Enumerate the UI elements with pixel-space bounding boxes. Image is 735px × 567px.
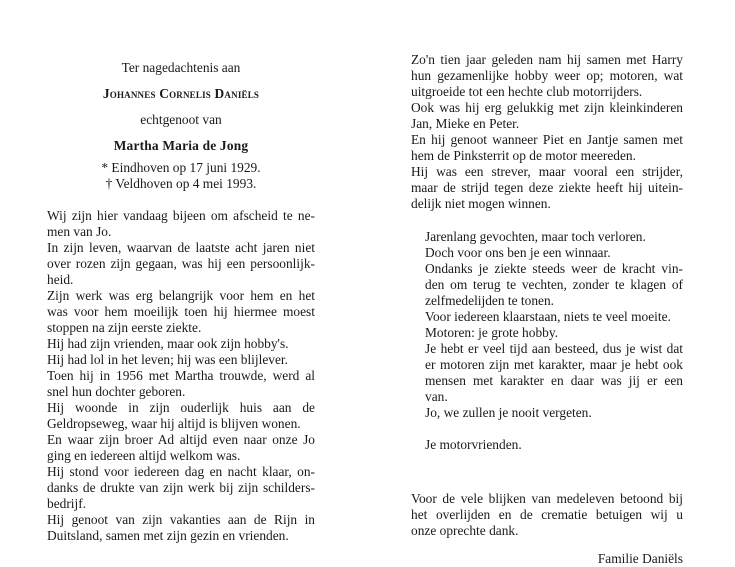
left-text-line: was voor hem moeilijk toen hij hiermee moest (47, 304, 315, 319)
right-text-line: Ook was hij erg gelukkig met zijn kleinkinderen (411, 100, 683, 115)
right-text-line: uitgroeide tot een hechte club motorrijders. (411, 84, 643, 99)
left-text-line: Hij stond voor iedereen dag en nacht klaar, on- (47, 464, 315, 479)
left-text-line: ging en iedereen altijd welkom was. (47, 448, 241, 463)
poem-line: Voor iedereen klaarstaan, niets te veel moeite. (425, 309, 671, 324)
left-text-line: Duitsland, samen met zijn gezin en vrienden. (47, 528, 289, 543)
thanks-line: Voor de vele blijken van medeleven betoond bij (411, 491, 683, 506)
spouse-name: Martha Maria de Jong (113, 138, 249, 153)
right-text-line: En hij genoot wanneer Piet en Jantje samen met (411, 132, 683, 147)
poem-line: er motoren zijn met karakter, maar je hebt ook (425, 357, 683, 372)
left-text-line: Hij woonde in zijn ouderlijk huis aan de (47, 400, 315, 415)
left-text-line: snel hun dochter geboren. (47, 384, 186, 399)
thanks-text (411, 491, 683, 539)
poem (425, 229, 683, 421)
poem-line: den om terug te vechten, zonder te klagen of (425, 277, 683, 292)
right-text-line: Zo'n tien jaar geleden nam hij samen met Harry (411, 52, 683, 67)
left-text-line: Wij zijn hier vandaag bijeen om afscheid te ne- (47, 208, 315, 223)
right-column (411, 52, 683, 567)
left-text-line: over rozen zijn gegaan, was hij een persoonlijk- (47, 256, 315, 271)
poem-signature: Je motorvrienden. (425, 437, 522, 452)
poem-line: van. (425, 389, 448, 404)
right-body-text (411, 52, 683, 212)
left-text-line: stoppen na zijn eerste ziekte. (47, 320, 202, 335)
left-body-text (47, 208, 315, 544)
left-text-line: Geldropseweg, waar hij altijd is blijven wonen. (47, 416, 301, 431)
left-text-line: Hij had zijn vrienden, maar ook zijn hobby's. (47, 336, 289, 351)
left-text-line: Zijn werk was erg belangrijk voor hem en het (47, 288, 315, 303)
death-line: † Veldhoven op 4 mei 1993. (105, 176, 257, 191)
left-text-line: Hij had lol in het leven; hij was een blijlever. (47, 352, 288, 367)
deceased-name (47, 86, 315, 102)
poem-line: mensen met karakter en daar was jij er een (425, 373, 683, 388)
poem-line: Jo, we zullen je nooit vergeten. (425, 405, 592, 420)
left-text-line: men van Jo. (47, 224, 112, 239)
deceased-surname: Daniëls (214, 86, 260, 101)
right-text-line: maar de strijd tegen deze ziekte heeft hij uitein- (411, 180, 683, 195)
poem-line: Je hebt er veel tijd aan besteed, dus je wist dat (425, 341, 683, 356)
left-text-line: danks de drukte van zijn werk bij zijn schilders- (47, 480, 315, 495)
left-text-line: Toen hij in 1956 met Martha trouwde, werd al (47, 368, 315, 383)
poem-line: Ondanks je ziekte steeds weer de kracht vin- (425, 261, 683, 276)
family-signature: Familie Daniëls (597, 551, 683, 566)
birth-line: * Eindhoven op 17 juni 1929. (101, 160, 261, 175)
deceased-first-names: Johannes Cornelis (102, 86, 211, 101)
poem-line: Jarenlang gevochten, maar toch verloren. (425, 229, 646, 244)
left-column (47, 52, 315, 544)
spouse-intro: echtgenoot van (140, 112, 222, 127)
thanks-line: onze oprechte dank. (411, 523, 519, 538)
thanks-line: het overlijden en de crematie betuigen wij u (411, 507, 683, 522)
left-text-line: In zijn leven, waarvan de laatste acht jaren niet (47, 240, 315, 255)
right-text-line: Hij was een strever, maar vooral een strijder, (411, 164, 683, 179)
left-text-line: En waar zijn broer Ad altijd even naar onze Jo (47, 432, 315, 447)
poem-line: Motoren: je grote hobby. (425, 325, 559, 340)
right-text-line: hun gezamenlijke hobby weer op; motoren, wat (411, 68, 683, 83)
poem-line: Doch voor ons ben je een winnaar. (425, 245, 611, 260)
right-text-line: hem de Pinksterrit op de motor meereden. (411, 148, 636, 163)
right-text-line: Jan, Mieke en Peter. (411, 116, 520, 131)
right-text-line: delijk niet mogen winnen. (411, 196, 551, 211)
in-memory-heading: Ter nagedachtenis aan (121, 60, 241, 75)
left-text-line: Hij genoot van zijn vakanties aan de Rijn in (47, 512, 315, 527)
left-text-line: bedrijf. (47, 496, 87, 511)
poem-line: zelfmedelijden te tonen. (425, 293, 555, 308)
left-text-line: heid. (47, 272, 74, 287)
